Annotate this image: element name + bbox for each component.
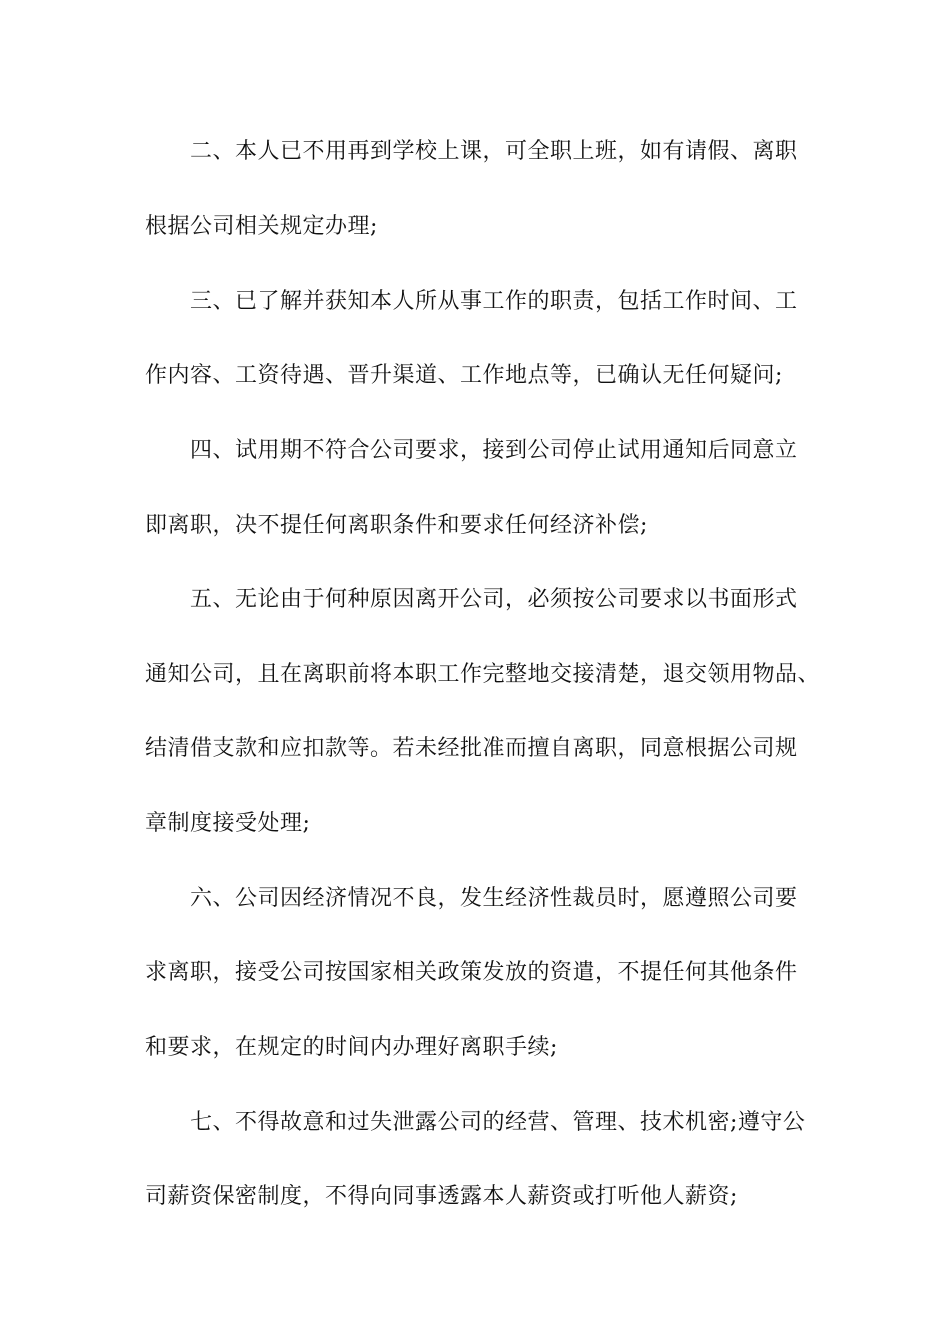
clause-5-line-4: 章制度接受处理; xyxy=(145,811,311,836)
clause-5-line-2: 通知公司，且在离职前将本职工作完整地交接清楚，退交领用物品、 xyxy=(145,662,821,687)
clause-4-line-2: 即离职，决不提任何离职条件和要求任何经济补偿; xyxy=(145,513,648,538)
clause-4-line-1: 四、试用期不符合公司要求，接到公司停止试用通知后同意立 xyxy=(190,438,798,463)
clause-3-line-2: 作内容、工资待遇、晋升渠道、工作地点等，已确认无任何疑问; xyxy=(145,363,783,388)
clause-2-line-2: 根据公司相关规定办理; xyxy=(145,214,378,239)
clause-6-line-1: 六、公司因经济情况不良，发生经济性裁员时，愿遵照公司要 xyxy=(190,886,798,911)
clause-5-line-3: 结清借支款和应扣款等。若未经批准而擅自离职，同意根据公司规 xyxy=(145,736,798,761)
clause-6-line-3: 和要求，在规定的时间内办理好离职手续; xyxy=(145,1035,558,1060)
clause-5-line-1: 五、无论由于何种原因离开公司，必须按公司要求以书面形式 xyxy=(190,587,798,612)
clause-2-line-1: 二、本人已不用再到学校上课，可全职上班，如有请假、离职 xyxy=(190,139,798,164)
clause-7-line-1: 七、不得故意和过失泄露公司的经营、管理、技术机密;遵守公 xyxy=(190,1110,806,1135)
clause-7-line-2: 司薪资保密制度，不得向同事透露本人薪资或打听他人薪资; xyxy=(145,1184,738,1209)
clause-3-line-1: 三、已了解并获知本人所从事工作的职责，包括工作时间、工 xyxy=(190,289,798,314)
clause-6-line-2: 求离职，接受公司按国家相关政策发放的资遣，不提任何其他条件 xyxy=(145,960,798,985)
